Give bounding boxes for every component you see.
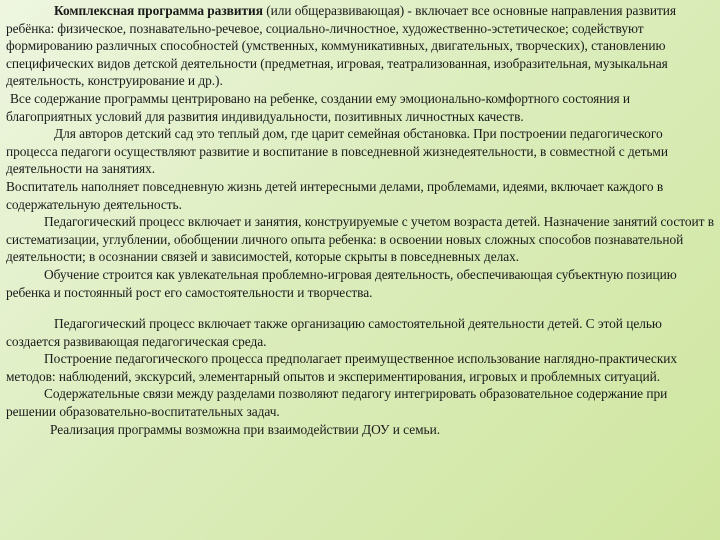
paragraph-family-cooperation: Реализация программы возможна при взаимодействии ДОУ и семьи. — [50, 421, 440, 437]
paragraph-educator-role: Воспитатель наполняет повседневную жизнь детей интересными делами, проблемами, идеями, включает каждого в содержательную деятельность. — [6, 178, 664, 212]
paragraph-independent-activity: Педагогический процесс включает также организацию самостоятельной деятельности детей. С этой целью создается развивающая педагогическая среда. — [6, 316, 662, 349]
paragraph-program-definition — [6, 2, 716, 90]
paragraph-gap — [6, 301, 716, 315]
program-definition-text: (или общеразвивающая) - включает все основные направления развития ребёнка: физическое, познавательно-речевое, социально-личностное, художественно-эстетическое; содействуют формированию различных способностей (умственных, коммуникативных, двигательных, творческих), становлению специфических видов детской деятельности (предметная, игровая, театрализованная, изобразительная, музыкальная деятельность, конструирование и др.). — [6, 3, 677, 89]
paragraph-learning-approach: Обучение строится как увлекательная проблемно-игровая деятельность, обеспечивающая субъектную позицию ребенка и постоянный рост его самостоятельности и творчества. — [6, 266, 677, 300]
paragraph-integration: Содержательные связи между разделами позволяют педагогу интегрировать образовательное содержание при решении образовательно-воспитательных задач. — [6, 386, 668, 420]
program-title-bold: Комплексная программа развития — [54, 3, 263, 18]
paragraph-child-centered: Все содержание программы центрировано на ребенке, создании ему эмоционально-комфортного состояния и благоприятных условий для развития индивидуальности, позитивных личностных качеств. — [6, 90, 631, 124]
paragraph-lessons: Педагогический процесс включает и занятия, конструируемые с учетом возраста детей. Назначение занятий состоит в систематизации, углублении, обобщении личного опыта ребенка: в освоении новых сложных способов познавательной деятельности; в осознании связей и зависимостей, которые скрыты в повседневных делах. — [6, 214, 715, 265]
paragraph-warm-home: Для авторов детский сад это теплый дом, где царит семейная обстановка. При построении педагогического процесса педагоги осуществляют развитие и воспитание в повседневной жизнедеятельности, в совместной с детьми деятельности на занятиях. — [6, 126, 668, 177]
paragraph-visual-methods: Построение педагогического процесса предполагает преимущественное использование наглядно-практических методов: наблюдений, экскурсий, элементарный опытов и экспериментирования, игровых и проблемных ситуаций. — [6, 351, 678, 384]
